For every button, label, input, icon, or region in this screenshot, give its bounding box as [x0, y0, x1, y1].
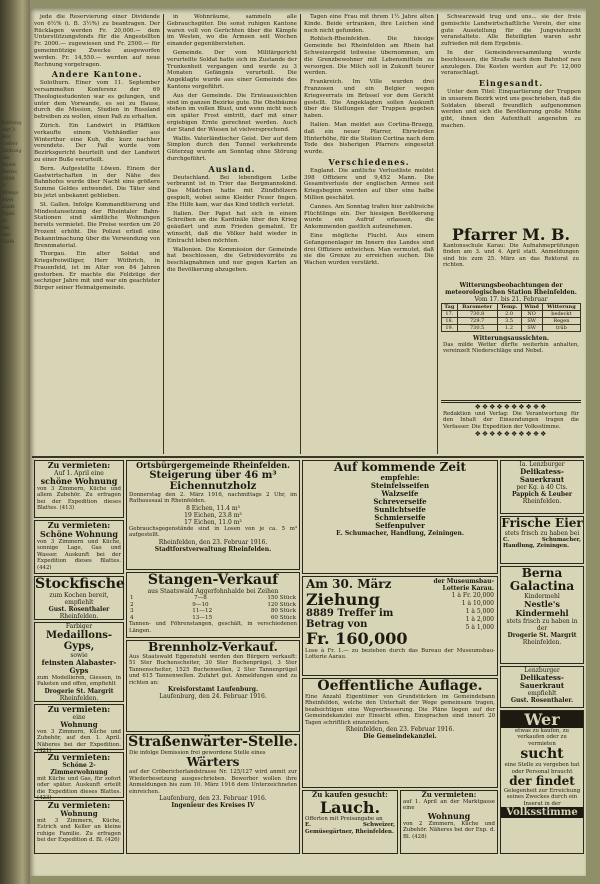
lotterie-headline: Ziehung [306, 590, 381, 609]
ad-headline: Lauch. [319, 798, 381, 817]
ad-text: Gebrauchsgegenstände sind in Losen von je ca. 5 m³ aufgestellt. [129, 525, 297, 539]
ad-item: Walzseife [381, 489, 419, 498]
ad-headline: der findet [509, 774, 575, 789]
ad-subhead: empfehle: [380, 473, 420, 482]
weather-cell: SW [521, 318, 542, 325]
weather-report [441, 282, 581, 392]
ad-text: aus Staatswald Aggerfohnhalde bei Zeihen [147, 588, 279, 595]
prize-row: 1 à 5,000 [465, 608, 494, 615]
ad-text: eine [72, 714, 86, 721]
stangen-row [127, 608, 299, 615]
section-heading: Ausland. [208, 163, 256, 174]
article-text: Schwarzwald trug und uns... sie der freie gemischte Landwirtschaftliche Verein, der eine gute Ausstellung für die Jungviehzucht veranstaltete. Alle Beteiligten waren sehr zufrieden mit dem Ergebnis. [441, 14, 581, 48]
prize-count: 1 [461, 600, 466, 607]
ad-text: Auf 1. April eine [54, 470, 104, 477]
ad-text: Aus Staatswald Eggenstuhl werden den Bürgern verkauft: 51 Ster Buchenscheiter, 30 Ster Buchenprügel, 3 Ster Tannenscheiter, 1525 Buchenwellen, 2 Ster Tannenprügel und 615 Tannenwellen. Zufahrt gut. Anmeldungen sind zu richten an: [129, 654, 297, 686]
ad-headline: Frische Eier [501, 516, 583, 530]
ad-text: Die infolge Demission frei gewordene Stelle eines [129, 750, 266, 756]
ad-text: zum Kochen bereit, empfiehlt [49, 592, 109, 606]
spine-edge-line: Berns [2, 169, 17, 175]
weather-header: Wind [521, 304, 542, 311]
ad-title: Zu vermieten: [421, 790, 477, 799]
ad-kommende-zeit [302, 460, 498, 574]
weather-header: Tag [442, 304, 458, 311]
lotterie-treffer: 8889 Treffer im Betrag von [306, 608, 394, 630]
section-heading: Andere Kantone. [51, 69, 143, 80]
ad-headline: Wohnung [60, 720, 98, 729]
ad-frische-eier [500, 516, 584, 564]
article-text: Thurgau. Ein alter Soldat und Kriegsfreiwilliger, Herr Wüthrich, in Frauenfeld, ist im Alter von 84 Jahren gestorben. Er machte die Feldzüge der sechziger Jahre mit und war ein geachteter Bürger seiner Heimatgemeinde. [34, 251, 160, 292]
ad-item: Schreverseife [373, 497, 427, 506]
ad-headline: Auf kommende Zeit [333, 460, 467, 474]
spine-text-edge [2, 120, 26, 760]
ad-date: Laufenburg, den 24. Februar 1916. [159, 693, 267, 701]
ad-text: Offerten mit Preisangabe an [305, 816, 383, 822]
spine-edge-line: die [2, 155, 10, 161]
ad-headline: Berna [521, 566, 563, 580]
ad-title: Zu vermieten: [47, 460, 111, 470]
newspaper-page [30, 8, 586, 876]
ornament-border: ❖❖❖❖❖❖❖❖❖❖ [474, 430, 548, 439]
ad-text: Eine Anzahl Eigentümer von Grundstücken im Gemeindebann Rheinfelden, welche den Unterhalt der Wege gemeinsam tragen, beabsichtigen eine Wegverbesserung. Die Pläne liegen auf der Gemeindekanzlei zur Einsicht offen. Einsprachen sind innert 20 Tagen schriftlich einzureichen. [305, 694, 495, 726]
ad-owner: Pappich & Leuber [511, 491, 573, 498]
ad-stockfische [34, 576, 124, 620]
weather-row [442, 325, 581, 332]
lotterie-prizes [414, 578, 494, 632]
stangen-cell: 7—8 [194, 595, 207, 601]
ad-sauerkraut-1 [500, 460, 584, 514]
lotterie-head [303, 577, 497, 648]
weather-subtitle: Vom 17. bis 21. Februar [474, 296, 548, 303]
ad-headline: Stangen-Verkauf [147, 572, 279, 588]
ad-ortsbuerger [126, 460, 300, 570]
weather-cell: 3.5 [497, 318, 521, 325]
ad-text: zum Modellieren, Giessen, in Paketen und offen, empfiehlt [37, 675, 121, 688]
ad-vermieten-6 [400, 790, 498, 854]
weather-cell: SW [521, 325, 542, 332]
ad-item: 17 Eichen, 11.0 m³ [184, 518, 242, 526]
ornament-border: ❖❖❖❖❖❖❖❖❖❖ [474, 403, 548, 411]
ad-title: Zu kaufen gesucht: [312, 790, 388, 799]
ad-zu-kaufen [302, 790, 398, 854]
section-heading: Verschiedenes. [328, 156, 410, 167]
weather-cell: 729.7 [457, 318, 497, 325]
pfarrer-notice [441, 226, 581, 278]
ad-owner: C. Schumacher, Handlung, Zeiningen. [503, 537, 581, 550]
ad-item: Sunlichtseife [374, 505, 426, 514]
ad-text: auf 1. April an der Marktgasse eine [403, 799, 495, 812]
ad-text: von 2 Zimmern, Küche und Zubehör. Näheres bei der Exp. d. Bl. (428) [403, 820, 495, 840]
spine-edge-line: stadt [2, 204, 15, 210]
stangen-cell: 9—10 [192, 601, 209, 608]
article-text: Deutschland. Bei lebendigem Leibe verbrannt ist in Trier das Bergmannskind. Das Mädchen hatte mit Zündhölzern gespielt, wobei seine Kleider Feuer fingen. Ehe Hilfe kam, war das Kind tödlich verletzt. [167, 174, 297, 208]
ad-text: mit 3 Zimmern, Küche, Estrich und Keller an kleine ruhige Familie. Zu erfragen bei der Expedition d. Bl. (426) [37, 818, 121, 844]
ad-headline: Medaillons-Gyps, [45, 630, 113, 652]
stangen-row [127, 595, 299, 602]
section-divider [32, 456, 584, 458]
ad-headline: sucht [520, 746, 564, 763]
ad-title: Zu vermieten: [47, 520, 111, 530]
prize-count: 5 [465, 624, 470, 631]
ad-owner: Gust. Rosenthaler [48, 606, 110, 613]
weather-row [442, 318, 581, 325]
ad-title: Lenzburger [524, 667, 560, 674]
ad-date: Rheinfelden, den 23. Februar 1916. [345, 726, 455, 734]
ad-headline: Wärters [186, 755, 240, 770]
article-text: Aus der Gemeinde. Die Ernteaussichten sind im ganzen Bezirke gute. Die Obstbäume stehen im vollen Blust, und wenn nicht noch ein später Frost eintritt, darf mit einer ergiebigen Ernte gerechnet werden. Auch der Stand der Wiesen ist vielversprechend. [167, 92, 297, 133]
article-text: Zürich. Ein Landwirt in Pfäffikon verkaufte einem Viehhändler aus Winterthur eine Kuh, die kurz nachher verendete. Der Fall wurde vom Bezirksgericht beurteilt und der Landwirt zu einer Buße verurteilt. [34, 122, 160, 163]
pfarrer-text: Kantonsschule Karau: Die Aufnahmeprüfungen finden am 3. und 4. April statt. Anmeldungen sind bis zum 25. März an das Rektorat zu richten. [443, 243, 579, 269]
ad-headline: Straßenwärter-Stelle. [128, 734, 298, 750]
ad-headline: Wohnung [60, 809, 98, 818]
article-text: in Wohnräume, sammeln alle Gebrauchsgüter. Die sonst ruhigen Kantone waren voll von Gerüchten über die Kämpfe im Westen, wo die Armeen seit Wochen einander gegenüberstehen. [167, 14, 297, 48]
ad-place: Rheinfelden. [522, 498, 562, 505]
weather-cell: 730.8 [457, 311, 497, 318]
section-heading: Eingesandt. [478, 78, 544, 89]
ad-owner: Drogerie St. Margrit [507, 632, 577, 639]
ad-text: Gelegenheit zur Erreichung seines Zweckes durch ein Inserat in der [503, 788, 581, 807]
article-text: Frankreich. Im Ville wurden drei Franzosen und ein Belgier wegen Kriegsverrats im Brüssel vor dem Gericht gestellt. Die Angeklagten sollen Auskunft über die Stellungen der Truppen gegeben haben. [304, 79, 434, 120]
prize-amount: 10,000 [473, 600, 494, 607]
ad-lotterie [302, 576, 498, 676]
ad-text: empfiehlt [527, 690, 557, 697]
ad-signer: Die Gemeindekanzlei. [363, 733, 437, 741]
weather-header: Barometer [457, 304, 497, 311]
article-text: Solothurn. Einer vom 11. September versammelten Konferenz der 69 Theologiestudenten war es gelungen, und unter dem Vorwande, es sei zu Hause, durch die Mission, Studien in Russland betreiben zu wollen, einen Paß zu erhalten. [34, 80, 160, 121]
ad-place: Rheinfelden. [522, 639, 562, 646]
column-divider [437, 14, 438, 454]
ad-text: Donnerstag den 2. März 1916, nachmittags 2 Uhr, im Rathaussaal in Rheinfelden. [129, 492, 297, 505]
news-column-2 [167, 14, 297, 454]
column-divider [300, 14, 301, 454]
spine-edge-line: Spiel [2, 211, 15, 217]
weather-header: Witterung [542, 304, 580, 311]
stangen-cell: 3 [130, 608, 134, 615]
ad-headline: schöne Wohnung [40, 476, 118, 486]
stangen-row [127, 615, 299, 622]
forecast-text: Das milde Wetter dürfte weiterhin anhalten, vereinzelt Niederschläge und Nebel. [443, 342, 579, 355]
ad-title: Ia. Lenzburger [519, 461, 565, 468]
weather-table [441, 303, 581, 332]
ad-title: Zu vermieten: [47, 752, 111, 762]
prize-count: 1 [451, 592, 456, 599]
ad-brennholz [126, 640, 300, 732]
ad-owner: Drogerie St. Margrit [44, 687, 114, 695]
stangen-cell: 4 [130, 614, 134, 621]
ad-headline: Delikatess-Sauerkraut [519, 673, 565, 690]
article-text: Tagen eine Frau mit ihrem 1½ Jahre alten Kinde. Beide ertranken, ihre Leichen sind noch nicht gefunden. [304, 14, 434, 34]
article-text: Unter dem Titel: Einquartierung der Truppen in unserem Bezirk wird uns geschrieben, daß die Soldaten überall freundlich aufgenommen werden und sich die Bevölkerung große Mühe gibt, ihnen den Aufenthalt angenehm zu machen. [441, 88, 581, 129]
weather-cell: 18. [442, 318, 458, 325]
ad-text: von 3 Zimmern und Küche, sonnige Lage, Gas und Wasser. Auskunft bei der Expedition dieses Blattes. (442) [37, 539, 121, 571]
ad-owner: E. Schweizer, Gemüsegärtner, Rheinfelden. [305, 822, 395, 835]
stangen-cell: 2 [130, 601, 134, 608]
ad-title: Zu vermieten: [47, 800, 111, 810]
news-column-4 [441, 14, 581, 224]
spine-edge-line: in [2, 218, 7, 224]
ad-title: Ortsbürgergemeinde Rheinfelden. [136, 460, 290, 470]
spine-edge-line: Basel [2, 162, 16, 168]
prize-row: 1 à Fr. 20,000 [451, 592, 494, 599]
stangen-row [127, 602, 299, 609]
ad-text: Farbiger [65, 623, 93, 630]
ad-text: sowie [70, 652, 88, 659]
spine-edge-line: die [2, 225, 10, 231]
prize-amount: 1,000 [476, 624, 494, 631]
article-text: St. Gallen. Infolge Kommanditierung und Mindestansetzung der Rheintaler Bahn-Stationen sind sämtliche Wohnungen bereits vermietet. Die Preise werden um 20 Prozent erhöht. Die Polizei erließ eine Bekanntmachung über die Verwendung von Brennmaterial. [34, 201, 160, 249]
ad-vermieten-5 [34, 800, 124, 854]
ad-headline: Wer [501, 711, 583, 728]
ad-title: Zu vermieten: [47, 704, 111, 714]
ad-text: etwas zu kaufen, zu verkaufen oder zu vermieten [514, 728, 570, 747]
ad-owner: Gust. Rosenthaler. [510, 697, 574, 704]
stangen-cell: 13—15 [192, 614, 213, 621]
ad-item: 8 Eichen, 11.4 m³ [186, 504, 240, 512]
spine-edge-line: 3 [2, 183, 6, 189]
article-text: Cannes. Am Sonntag trafen hier zahlreiche Flüchtlinge ein. Der hiesigen Bevölkerung wurde ein Aufruf erlassen, die Ankommenden gastlich aufzunehmen. [304, 203, 434, 231]
ad-sign: Ingenieur des Kreises IV [171, 802, 255, 810]
ad-text: von 3 Zimmern, Küche und Zubehör, auf den 1. April. Näheres bei der Expedition. (421) [37, 729, 121, 755]
ad-headline: Nestle's Kindermehl [515, 599, 569, 618]
ad-headline: feinsten Alabaster-Gyps [41, 658, 117, 675]
weather-cell: trüb [542, 325, 580, 332]
weather-cell: bedeckt [542, 311, 580, 318]
ad-place: Rheinfelden. [59, 694, 99, 702]
news-column-1 [34, 14, 160, 454]
ad-sign: Kreisforstamt Laufenburg. [167, 686, 259, 694]
spine-edge-line: Kriegs [2, 190, 19, 196]
ad-signer: Stadtforstverwaltung Rheinfelden. [154, 545, 272, 553]
spine-edge-line: Hilfe [2, 239, 15, 245]
article-text: Bern. Aufgestellte Löwen. Einem der Gastwirtschaften in der Nähe des Bahnhofes wurde über Nacht eine größere Summe Geldes entwendet. Die Täter sind bis jetzt unbekannt geblieben. [34, 165, 160, 199]
weather-cell: NO [521, 311, 542, 318]
article-text: In der Gemeindeversammlung wurde beschlossen, die Straße nach dem Bahnhof neu anzulegen. Die Kosten werden auf Fr. 12,000 veranschlagt. [441, 49, 581, 77]
ad-sauerkraut-2 [500, 666, 584, 708]
stangen-cell: 150 Stück [267, 595, 296, 601]
ad-vermieten-1 [34, 460, 124, 518]
article-text: Italien. Der Papst hat sich in einem Schreiben an die Kardinäle über den Krieg geäußert und zum Frieden gemahnt. Er wünscht, daß die Völker bald wieder in Eintracht leben möchten. [167, 210, 297, 244]
lotterie-date: Am 30. März [306, 577, 392, 591]
prize-row: 1 à 10,000 [461, 600, 494, 607]
ad-text: auf der Cröbericherlandstrasse Nr. 125/127 wird anmit zur Wiederbesetzung ausgeschrieben. Bewerber wollen ihre Anmeldungen bis zum 10. März 1916 dem Unterzeichneten einreichen. [129, 769, 297, 795]
ad-vermieten-3 [34, 704, 124, 755]
ad-headline: Schöne 2-Zimmerwohnung [50, 762, 108, 776]
prize-amount: 5,000 [476, 608, 494, 615]
spine-edge-line: Kor [2, 134, 12, 140]
ad-berna-galactina [500, 566, 584, 664]
weather-cell: 2.0 [497, 311, 521, 318]
weather-cell: 1.2 [497, 325, 521, 332]
weather-cell: 17. [442, 311, 458, 318]
stangen-cell: 1 [130, 595, 134, 601]
ad-text: eine Stelle zu vergeben hat oder Personal braucht [504, 762, 580, 775]
spine-edge-line: Ueber [2, 141, 18, 147]
prize-amount: 2,000 [476, 616, 494, 623]
ad-headline: Steigerung über 46 m³ Eichennutzholz [149, 470, 277, 492]
article-text: Italien. Man meldet aus Cortina-Bruegg, daß ein neuer Pfarrer, Ehrwürden Hinterhöhe, für die Station Cortina nach dem Tode des bisherigen Pfarrers eingesetzt wurde. [304, 121, 434, 156]
lotterie-subhead: der Museumsbau-Lotterie Karau. [433, 578, 494, 592]
weather-header-row [442, 304, 581, 311]
ad-text: von 3 Zimmern, Küche und allem Zubehör. Zu erfragen bei der Expedition dieses Blattes. (413) [37, 486, 121, 512]
news-column-3 [304, 14, 434, 454]
ad-text: stets frisch zu haben in der [506, 618, 578, 632]
column-divider [163, 14, 164, 454]
prize-row: 5 à 1,000 [465, 624, 494, 631]
stangen-cell: 60 Stück [270, 614, 296, 621]
ad-text: Lose à Fr. 1.— zu beziehen durch das Bureau der Museumsbau-Lotterie Aarau. [305, 648, 495, 661]
weather-title: Witterungsbeobachtungen der meteorologischen Station Rheinfelden. [445, 282, 577, 296]
forecast-title: Witterungsaussichten. [472, 335, 550, 342]
prize-count: 1 [465, 616, 470, 623]
ad-headline: Volksstimme [501, 807, 583, 818]
ad-stangen [126, 572, 300, 638]
ad-date: Laufenburg, den 23. Februar 1916. [159, 795, 267, 803]
weather-cell: 19. [442, 325, 458, 332]
prize-amount: Fr. 20,000 [462, 592, 494, 599]
article-text: Rohlsch-Rheinfelden. Die hiesige Gemeinde bei Rheinfelden am Rhein hat Schweizergeld teilweise übernommen, um die Grenzbewohner mit Lebensmitteln zu versorgen. Die Milch soll in Zukunft teurer werden. [304, 36, 434, 77]
ad-vermieten-2 [34, 520, 124, 574]
ad-headline: Schöne Wohnung [39, 529, 119, 539]
ad-text: mit Küche und Gas, für sofort oder später. Auskunft erteilt die Expedition dieses Blattes. (423) [37, 776, 121, 802]
ad-oeffentliche-auflage [302, 678, 498, 788]
weather-header: Temp. [497, 304, 521, 311]
article-text: Gemeinde. Der vom Militärgericht verurteilte Soldat hatte sich im Zustande der Trunkenheit vergangen und wurde zu 3 Monaten Gefängnis verurteilt. Die Angeklagte wurde aus einer Gemeinde des Kantons vorgeführt. [167, 49, 297, 90]
prize-row: 1 à 2,000 [465, 616, 494, 623]
spine-edge-line: der 3 [2, 127, 16, 133]
ad-sign: Rheinfelden, den 23. Februar 1916. [158, 538, 268, 546]
ad-strassenwaerter [126, 734, 300, 854]
bulletin-box [441, 400, 581, 457]
stangen-cell: 80 Stück [270, 608, 296, 615]
article-text: Eine mögliche Flucht. Aus einem Gefangenenlager im Innern des Landes sind drei Offiziere entwichen. Man vermutet, daß sie die Grenze zu erreichen suchen. Die Wachen wurden verstärkt. [304, 232, 434, 267]
ad-text: stets frisch zu haben bei [504, 530, 580, 537]
lotterie-sum: Fr. 160,000 [306, 629, 408, 648]
spine-edge-line: der [2, 232, 11, 238]
weather-row [442, 311, 581, 318]
pfarrer-title: Pfarrer M. B. [451, 225, 571, 244]
ad-item: Schmierseife [374, 513, 426, 522]
prize-count: 1 [465, 608, 470, 615]
ad-text: per Kg. à 40 Cts. [516, 484, 568, 491]
lotterie-left [306, 578, 414, 647]
ad-headline: Galactina [509, 579, 575, 593]
article-text: England. Die amtliche Verlustliste meldet 398 Offiziere und 9,452 Mann. Die Gesamtverluste der englischen Armee seit Kriegsbeginn werden auf über eine halbe Million geschätzt. [304, 167, 434, 201]
ad-wer-findet [500, 710, 584, 854]
ad-text: Tannen- und Föhrenstangen, geschält, in verschiedenen Längen. [129, 621, 297, 634]
spine-edge-line: zwei [2, 197, 14, 203]
ad-headline: Oeffentliche Auflage. [317, 678, 483, 694]
spine-edge-line: bietung [2, 120, 22, 126]
ad-medaillons [34, 622, 124, 702]
ad-owner: E. Schumacher, Handlung, Zeiningen. [336, 530, 464, 537]
spine-edge-line: Zeitung [2, 148, 22, 154]
article-text: jede die Reservierung einer Dividende von 6½% (i. B. 3½%) zu beantragen. Der Rücklagen werden Fr. 20,000.— dem Unterstützungsfonds für die Angestellten Fr. 2000.— zugewiesen und Fr. 2500.— für gemeinnützige Zwecke ausgeworfen werden. Fr. 14,550.— werden auf neue Rechnung vorgetragen. [34, 14, 160, 68]
article-text: Wallis. Vaterländischer Geist. Der auf dem Simplon durch den Tunnel verkehrende Güterzug wurde am Sonntag ohne Störung durchgeführt. [167, 135, 297, 162]
book-spine [0, 0, 30, 884]
ad-headline: Delikatess-Sauerkraut [519, 467, 565, 484]
stangen-cell: 120 Stück [267, 601, 296, 608]
ad-headline: Brennholz-Verkauf. [148, 640, 278, 654]
ad-item: 19 Eichen, 23.8 m³ [184, 511, 242, 519]
stangen-cell: 11—12 [192, 608, 213, 615]
ad-headline: Stockfische [35, 576, 125, 592]
ad-item: Steinfelsseifen [370, 481, 430, 490]
ad-vermieten-4 [34, 752, 124, 802]
ad-item: Seifenpulver [375, 521, 425, 530]
bulletin-text: Redaktion und Verlag: Die Verantwortung für den Inhalt der Einsendungen tragen die Verfasser. Die Expedition der Volksstimme. [443, 411, 579, 430]
ad-headline: Wohnung [427, 810, 471, 821]
weather-cell: 730.5 [457, 325, 497, 332]
article-text: Wallonien. Die Kommission der Gemeinde hat beschlossen, die Getreidevorräte zu beschlagnahmen und nur gegen Karten an die Bevölkerung abzugeben. [167, 246, 297, 273]
ad-text: Kindermehl [524, 593, 560, 600]
spine-edge-line: 2000 [2, 176, 15, 182]
weather-cell: Regen [542, 318, 580, 325]
ad-place: Rheinfelden. [59, 613, 99, 620]
